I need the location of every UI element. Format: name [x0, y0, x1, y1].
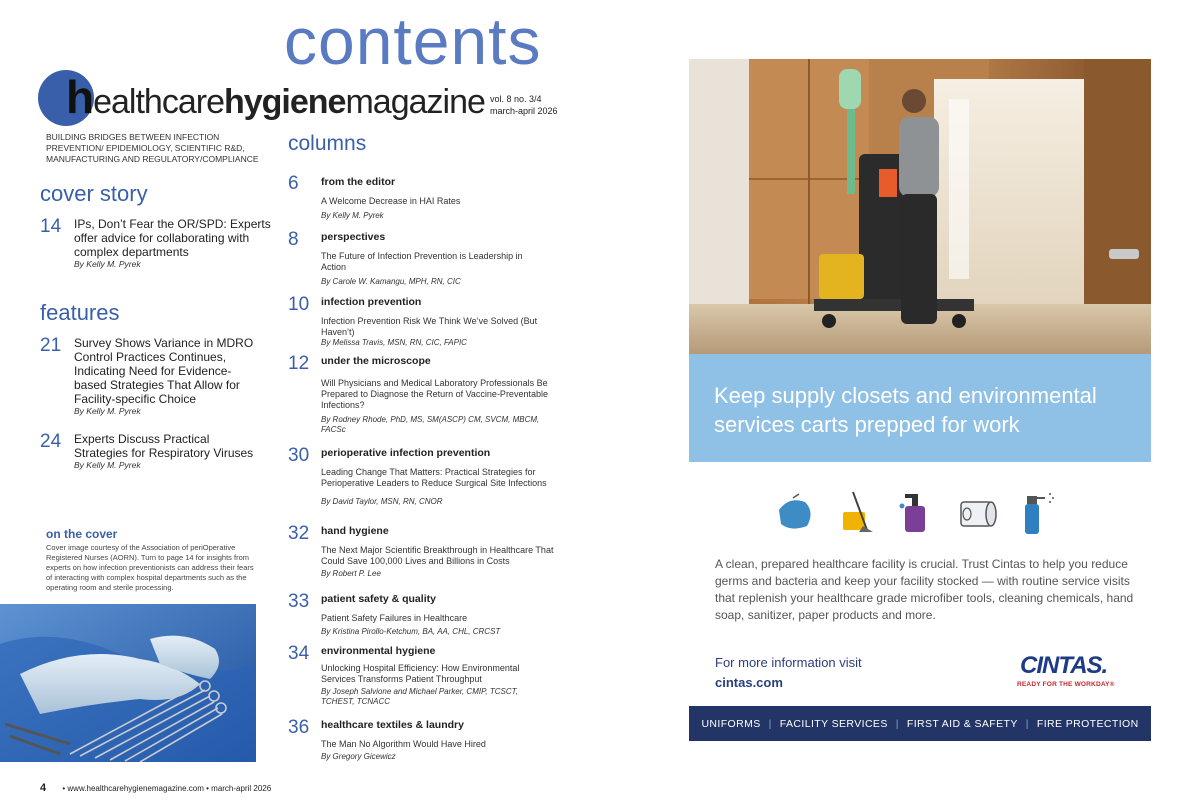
more-info-text: For more information visit [715, 655, 862, 670]
column-section: hand hygiene [321, 525, 389, 537]
column-section: healthcare textiles & laundry [321, 719, 464, 731]
cover-story-item[interactable] [74, 217, 274, 270]
feature-title: Survey Shows Variance in MDRO Control Practices Continues, Indicating Need for Evidence-based Strategies That Allow for Facility-specific Choice [74, 336, 254, 406]
service-uniforms[interactable]: UNIFORMS [701, 717, 761, 730]
column-section: perioperative infection prevention [321, 447, 491, 459]
column-page: 30 [288, 445, 310, 466]
column-page: 12 [288, 353, 310, 374]
cover-story-title: IPs, Don’t Fear the OR/SPD: Experts offer advice for collaborating with complex departments [74, 217, 271, 259]
column-section: environmental hygiene [321, 645, 436, 657]
feature-item[interactable] [74, 432, 264, 471]
column-title: The Man No Algorithm Would Have Hired [321, 739, 486, 749]
column-byline: By Robert P. Lee [321, 569, 381, 578]
cover-story-heading: cover story [40, 181, 148, 206]
microfiber-cloth-icon [779, 494, 811, 529]
page-footer [40, 782, 271, 794]
column-page: 32 [288, 523, 310, 544]
column-byline: By Rodney Rhode, PhD, MS, SM(ASCP) CM, SVCM, MBCM, FACSc [321, 415, 540, 434]
column-item[interactable] [321, 447, 556, 507]
columns-heading: columns [288, 132, 367, 155]
ad-headline: Keep supply closets and environmental services carts prepped for work [714, 383, 1097, 437]
column-section: patient safety & quality [321, 593, 436, 605]
cintas-link[interactable]: cintas.com [715, 675, 783, 690]
column-item[interactable] [321, 719, 556, 762]
column-byline: By Melissa Travis, MSN, RN, CIC, FAPIC [321, 338, 467, 347]
ad-body-text: A clean, prepared healthcare facility is crucial. Trust Cintas to help you reduce germs and bacteria and keep your facility stocked — with routine service visits that replenish your healthcare grade microfiber tools, cleaning chemicals, hand soap, sanitizer, paper products and more. [715, 557, 1134, 622]
service-first-aid[interactable]: FIRST AID & SAFETY [906, 717, 1018, 730]
column-title: Unlocking Hospital Efficiency: How Environmental Services Transforms Patient Throughput [321, 663, 520, 684]
cintas-tagline: READY FOR THE WORKDAY® [1017, 681, 1115, 688]
column-title: Patient Safety Failures in Healthcare [321, 613, 468, 623]
column-page: 36 [288, 717, 310, 738]
cover-surgery-image [0, 604, 256, 762]
spray-bottle-icon [1025, 493, 1054, 534]
ad-photo-janitor-cart [689, 59, 1151, 354]
column-section: infection prevention [321, 296, 422, 308]
column-section: from the editor [321, 176, 396, 188]
service-facility[interactable]: FACILITY SERVICES [779, 717, 888, 730]
ad-icon-row [775, 490, 1065, 534]
column-page: 33 [288, 591, 310, 612]
column-byline: By Kelly M. Pyrek [321, 211, 384, 220]
page-number: 4 [40, 782, 47, 794]
feature-item[interactable] [74, 336, 264, 417]
column-page: 6 [288, 173, 299, 194]
column-section: under the microscope [321, 355, 431, 367]
column-title: Infection Prevention Risk We Think We’ve Solved (But Haven’t) [321, 316, 538, 337]
feature-page: 24 [40, 431, 62, 452]
paper-towel-icon [961, 502, 996, 526]
column-byline: By Carole W. Kamangu, MPH, RN, CIC [321, 277, 461, 286]
page-title: contents [284, 4, 542, 78]
column-section: perspectives [321, 231, 386, 243]
tagline: BUILDING BRIDGES BETWEEN INFECTION PREVENTION/ EPIDEMIOLOGY, SCIENTIFIC R&D, MANUFACTURING AND REGULATORY/COMPLIANCE [46, 132, 259, 164]
separator: | [768, 717, 772, 730]
column-item[interactable] [321, 176, 561, 221]
separator: | [1025, 717, 1029, 730]
column-page: 8 [288, 229, 299, 250]
feature-page: 21 [40, 335, 62, 356]
column-byline: By Kristina Pirollo-Ketchum, BA, AA, CHL, CRCST [321, 627, 501, 636]
volume-number: vol. 8 no. 3/4 [490, 94, 542, 104]
column-page: 34 [288, 643, 310, 664]
feature-byline: By Kelly M. Pyrek [74, 460, 141, 470]
column-page: 10 [288, 294, 310, 315]
features-heading: features [40, 300, 120, 325]
column-item[interactable] [321, 355, 556, 435]
column-title: Leading Change That Matters: Practical Strategies for Perioperative Leaders to Reduce Surgical Site Infections [321, 467, 547, 488]
column-item[interactable] [321, 296, 551, 348]
column-byline: By Joseph Salvione and Michael Parker, CMIP, TCSCT, TCHEST, TCNACC [321, 687, 518, 706]
column-title: The Future of Infection Prevention is Leadership in Action [321, 251, 523, 272]
magazine-logo: healthcarehygienemagazine [66, 71, 485, 123]
column-item[interactable] [321, 525, 556, 579]
column-item[interactable] [321, 231, 541, 287]
service-fire[interactable]: FIRE PROTECTION [1036, 717, 1139, 730]
feature-byline: By Kelly M. Pyrek [74, 406, 141, 416]
separator: | [895, 717, 899, 730]
issue-info [490, 93, 558, 117]
column-item[interactable] [321, 645, 551, 707]
cintas-logo: CINTAS. [1020, 652, 1108, 679]
mop-bucket-icon [843, 492, 873, 532]
on-the-cover-heading: on the cover [46, 527, 118, 541]
footer-text: • www.healthcarehygienemagazine.com • march-april 2026 [62, 784, 272, 793]
ad-services-bar [689, 706, 1151, 741]
feature-title: Experts Discuss Practical Strategies for Respiratory Viruses [74, 432, 254, 460]
column-title: Will Physicians and Medical Laboratory Professionals Be Prepared to Diagnose the Return of Vaccine-Preventable Infections? [321, 378, 548, 410]
hand-soap-icon [900, 494, 926, 532]
cover-story-page: 14 [40, 216, 62, 237]
column-title: A Welcome Decrease in HAI Rates [321, 196, 461, 206]
column-title: The Next Major Scientific Breakthrough in Healthcare That Could Save 100,000 Lives and Billions in Costs [321, 545, 554, 566]
column-byline: By David Taylor, MSN, RN, CNOR [321, 497, 443, 506]
column-item[interactable] [321, 593, 556, 637]
column-byline: By Gregory Gicewicz [321, 752, 396, 761]
issue-date: march-april 2026 [490, 106, 558, 116]
cover-story-byline: By Kelly M. Pyrek [74, 259, 141, 269]
on-the-cover-text: Cover image courtesy of the Association of periOperative Registered Nurses (AORN). Turn to page 14 for insights from experts on how infection preventionists can address their fears of interacting with complex hospital departments such as the operating room and sterile processing. [46, 543, 254, 592]
